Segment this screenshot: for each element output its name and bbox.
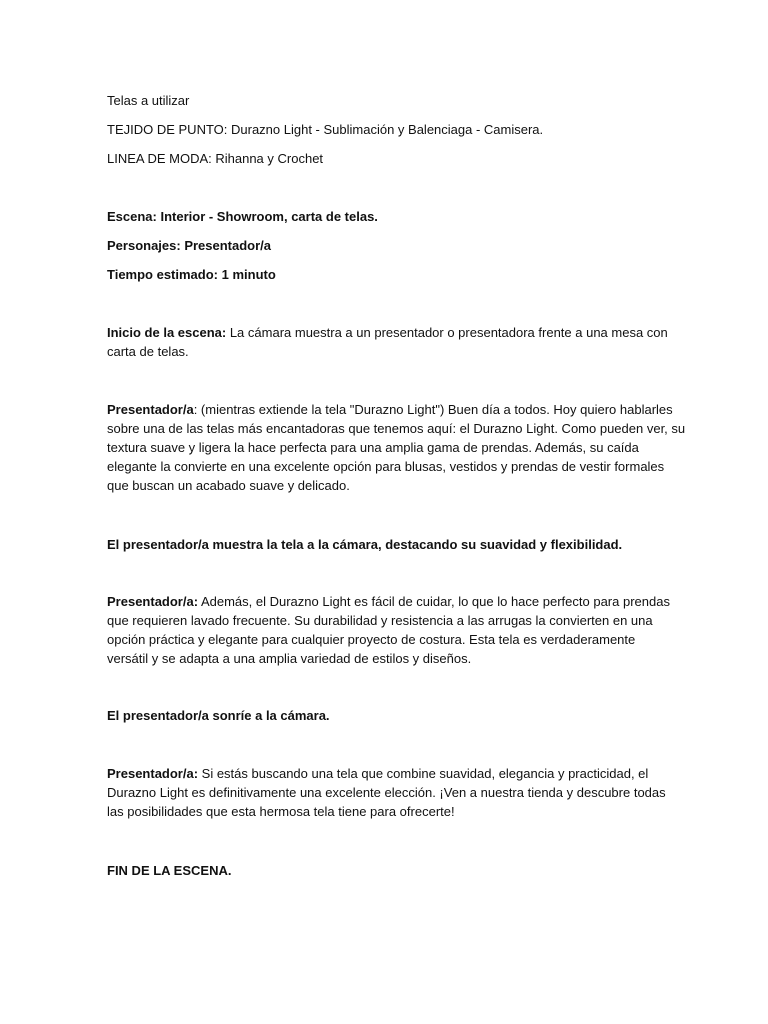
stage-direction-1: El presentador/a muestra la tela a la cámara, destacando su suavidad y flexibilidad. (107, 537, 623, 552)
scene-end: FIN DE LA ESCENA. (107, 863, 232, 878)
dialogue-2-line-4: versátil y se adapta a una amplia variedad de estilos y diseños. (107, 651, 472, 666)
time-heading: Tiempo estimado: 1 minuto (107, 267, 276, 282)
presenter-dialogue-2 (107, 592, 670, 668)
dialogue-3-line-2: Durazno Light es definitivamente una excelente elección. ¡Ven a nuestra tienda y descubre todas (107, 785, 666, 800)
scene-start-line-2: carta de telas. (107, 344, 189, 359)
characters-heading: Personajes: Presentador/a (107, 238, 272, 253)
presenter-dialogue-1 (107, 400, 686, 495)
dialogue-1-speaker: Presentador/a (107, 402, 194, 417)
scene-start-label: Inicio de la escena: (107, 325, 227, 340)
dialogue-1-text-1: : (mientras extiende la tela "Durazno Light") Buen día a todos. Hoy quiero hablarles (193, 402, 673, 417)
dialogue-2-line-1 (107, 592, 670, 611)
scene-start-text-1: La cámara muestra a un presentador o presentadora frente a una mesa con (226, 325, 668, 340)
stage-direction-2: El presentador/a sonríe a la cámara. (107, 708, 330, 723)
dialogue-2-speaker: Presentador/a: (107, 594, 199, 609)
fabrics-title: Telas a utilizar (107, 93, 190, 108)
scene-start-paragraph (107, 323, 667, 361)
dialogue-1-line-5: que buscan un acabado suave y delicado. (107, 478, 350, 493)
dialogue-2-line-3: opción práctica y elegante para cualquier proyecto de costura. Esta tela es verdaderamente (107, 632, 636, 647)
dialogue-2-line-2: que requieren lavado frecuente. Su durabilidad y resistencia a las arrugas la convierten en una (107, 613, 653, 628)
dialogue-3-line-1 (107, 764, 667, 783)
scene-start-line-1 (107, 323, 667, 342)
dialogue-1-line-1 (107, 400, 673, 419)
dialogue-1-line-2: sobre una de las telas más encantadoras que tenemos aquí: el Durazno Light. Como pueden ver, su (107, 421, 686, 436)
knit-fabric-line: TEJIDO DE PUNTO: Durazno Light - Sublimación y Balenciaga - Camisera. (107, 122, 544, 137)
dialogue-3-line-3: las posibilidades que esta hermosa tela tiene para ofrecerte! (107, 804, 455, 819)
dialogue-2-text-1: Además, el Durazno Light es fácil de cuidar, lo que lo hace perfecto para prendas (198, 594, 670, 609)
fashion-line: LINEA DE MODA: Rihanna y Crochet (107, 151, 324, 166)
scene-heading: Escena: Interior - Showroom, carta de telas. (107, 209, 378, 224)
dialogue-1-line-3: textura suave y ligera la hace perfecta para una amplia gama de prendas. Además, su caída (107, 440, 639, 455)
dialogue-1-line-4: elegante la convierte en una excelente opción para blusas, vestidos y prendas de vestir formales (107, 459, 665, 474)
dialogue-3-text-1: Si estás buscando una tela que combine suavidad, elegancia y practicidad, el (198, 766, 649, 781)
presenter-dialogue-3 (107, 764, 667, 821)
dialogue-3-speaker: Presentador/a: (107, 766, 199, 781)
